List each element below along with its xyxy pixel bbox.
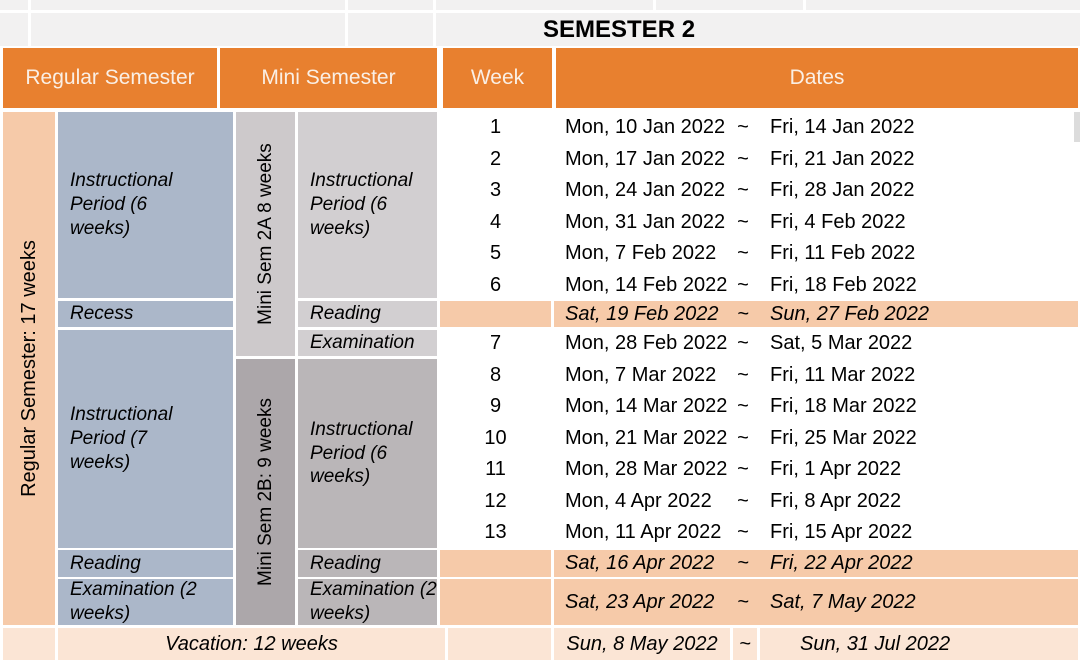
tilde-separator: ~: [737, 426, 749, 449]
date-start: Mon, 7 Mar 2022: [565, 363, 717, 386]
week-number: 6: [489, 273, 502, 296]
date-start: Mon, 24 Jan 2022: [565, 179, 726, 202]
date-end: Sat, 5 Mar 2022: [770, 332, 913, 355]
header-week: Week: [443, 48, 552, 108]
header-dates: Dates: [556, 48, 1078, 108]
title-row-cell: [436, 13, 1080, 46]
week-row: [440, 238, 1078, 270]
vacation-end-date: Sun, 31 Jul 2022: [760, 628, 1078, 660]
date-start: Mon, 17 Jan 2022: [565, 147, 726, 170]
week-number: 2: [489, 147, 502, 170]
date-end: Fri, 14 Jan 2022: [770, 116, 915, 139]
regular-period-instructional-1: Instructional Period (6 weeks): [58, 112, 233, 298]
mini-sem-2b-side-label: Mini Sem 2B: 9 weeks: [236, 359, 295, 625]
title-row-cell: [348, 13, 433, 46]
top-grid-cell: [806, 0, 1080, 10]
regular-period-examination: Examination (2 weeks): [58, 579, 233, 625]
tilde-separator: ~: [737, 521, 749, 544]
week-row: [440, 517, 1078, 549]
right-edge-sliver: [1074, 112, 1080, 142]
week-row: [440, 144, 1078, 176]
title-row-cell: [31, 13, 345, 46]
vacation-start-date: Sun, 8 May 2022: [554, 628, 730, 660]
week-number: 4: [489, 210, 502, 233]
top-grid-cell: [0, 0, 28, 10]
top-grid-cell: [436, 0, 653, 10]
date-end: Sun, 27 Feb 2022: [770, 302, 930, 325]
tilde-separator: ~: [737, 363, 749, 386]
regular-period-instructional-2: Instructional Period (7 weeks): [58, 330, 233, 548]
mini-sem-2a-side-label: Mini Sem 2A 8 weeks: [236, 112, 295, 356]
vacation-tilde-separator: ~: [733, 628, 757, 660]
week-row: [440, 423, 1078, 455]
date-start: Mon, 10 Jan 2022: [565, 116, 726, 139]
week-number: 7: [489, 332, 502, 355]
date-start: Mon, 7 Feb 2022: [565, 242, 717, 265]
regular-period-reading: Reading: [58, 550, 233, 577]
title-row-cell: [0, 13, 28, 46]
date-start: Mon, 14 Mar 2022: [565, 395, 728, 418]
vacation-label: Vacation: 12 weeks: [58, 628, 445, 660]
date-end: Fri, 18 Mar 2022: [770, 395, 917, 418]
top-grid-cell: [31, 0, 345, 10]
week-cell-examination: [440, 579, 551, 625]
mini-2b-instructional: Instructional Period (6 weeks): [298, 359, 437, 548]
week-number: 12: [484, 489, 507, 512]
date-start: Mon, 11 Apr 2022: [565, 521, 722, 544]
date-start: Mon, 21 Mar 2022: [565, 426, 728, 449]
date-end: Fri, 15 Apr 2022: [770, 521, 913, 544]
date-start: Mon, 28 Feb 2022: [565, 332, 728, 355]
week-number: 10: [484, 426, 507, 449]
vacation-week-cell: [448, 628, 551, 660]
date-end: Fri, 11 Feb 2022: [770, 242, 916, 265]
date-start: Mon, 4 Apr 2022: [565, 489, 712, 512]
dates-recess-reading: [554, 301, 1078, 327]
week-number: 1: [489, 116, 502, 139]
week-row: [440, 112, 1078, 144]
mini-2a-instructional: Instructional Period (6 weeks): [298, 112, 437, 298]
tilde-separator: ~: [737, 552, 749, 574]
date-start: Mon, 31 Jan 2022: [565, 210, 726, 233]
dates-examination: [554, 579, 1078, 625]
mini-2a-reading: Reading: [298, 301, 437, 327]
week-row: [440, 391, 1078, 423]
week-number: 13: [484, 521, 507, 544]
tilde-separator: ~: [737, 210, 749, 233]
regular-semester-side-label: Regular Semester: 17 weeks: [3, 112, 55, 625]
week-row: [440, 454, 1078, 486]
tilde-separator: ~: [737, 242, 749, 265]
mini-2b-examination: Examination (2 weeks): [298, 579, 437, 625]
week-row: [440, 486, 1078, 518]
date-start: Sat, 16 Apr 2022: [565, 552, 715, 574]
header-regular-semester: Regular Semester: [3, 48, 217, 108]
date-end: Fri, 21 Jan 2022: [770, 147, 915, 170]
tilde-separator: ~: [737, 302, 749, 325]
header-mini-semester: Mini Semester: [220, 48, 437, 108]
tilde-separator: ~: [737, 489, 749, 512]
week-row: [440, 360, 1078, 392]
date-end: Fri, 28 Jan 2022: [770, 179, 915, 202]
mini-2a-examination: Examination: [298, 330, 437, 356]
date-end: Sat, 7 May 2022: [770, 590, 916, 613]
week-number: 5: [489, 242, 502, 265]
week-cell-reading: [440, 550, 551, 577]
vacation-left-cell: [3, 628, 55, 660]
date-start: Mon, 28 Mar 2022: [565, 458, 728, 481]
mini-2b-reading: Reading: [298, 550, 437, 577]
date-end: Fri, 1 Apr 2022: [770, 458, 902, 481]
dates-reading: [554, 550, 1078, 577]
week-number: 11: [485, 458, 506, 481]
week-row: [440, 328, 1078, 360]
week-row: [440, 270, 1078, 302]
tilde-separator: ~: [737, 273, 749, 296]
tilde-separator: ~: [737, 179, 749, 202]
date-start: Sat, 23 Apr 2022: [565, 590, 715, 613]
date-end: Fri, 22 Apr 2022: [770, 552, 913, 574]
tilde-separator: ~: [737, 590, 749, 613]
date-end: Fri, 18 Feb 2022: [770, 273, 917, 296]
week-cell-recess: [440, 301, 551, 327]
week-number: 8: [489, 363, 502, 386]
date-start: Sat, 19 Feb 2022: [565, 302, 719, 325]
date-start: Mon, 14 Feb 2022: [565, 273, 728, 296]
tilde-separator: ~: [737, 332, 749, 355]
week-row: [440, 207, 1078, 239]
regular-period-recess: Recess: [58, 301, 233, 327]
date-end: Fri, 8 Apr 2022: [770, 489, 902, 512]
top-grid-cell: [348, 0, 433, 10]
tilde-separator: ~: [737, 458, 749, 481]
top-grid-cell: [656, 0, 803, 10]
date-end: Fri, 11 Mar 2022: [770, 363, 916, 386]
week-number: 9: [489, 395, 502, 418]
page-title: SEMESTER 2: [543, 15, 696, 43]
tilde-separator: ~: [737, 395, 749, 418]
week-number: 3: [489, 179, 502, 202]
date-end: Fri, 4 Feb 2022: [770, 210, 906, 233]
tilde-separator: ~: [737, 147, 749, 170]
week-row: [440, 175, 1078, 207]
date-end: Fri, 25 Mar 2022: [770, 426, 917, 449]
tilde-separator: ~: [737, 116, 749, 139]
